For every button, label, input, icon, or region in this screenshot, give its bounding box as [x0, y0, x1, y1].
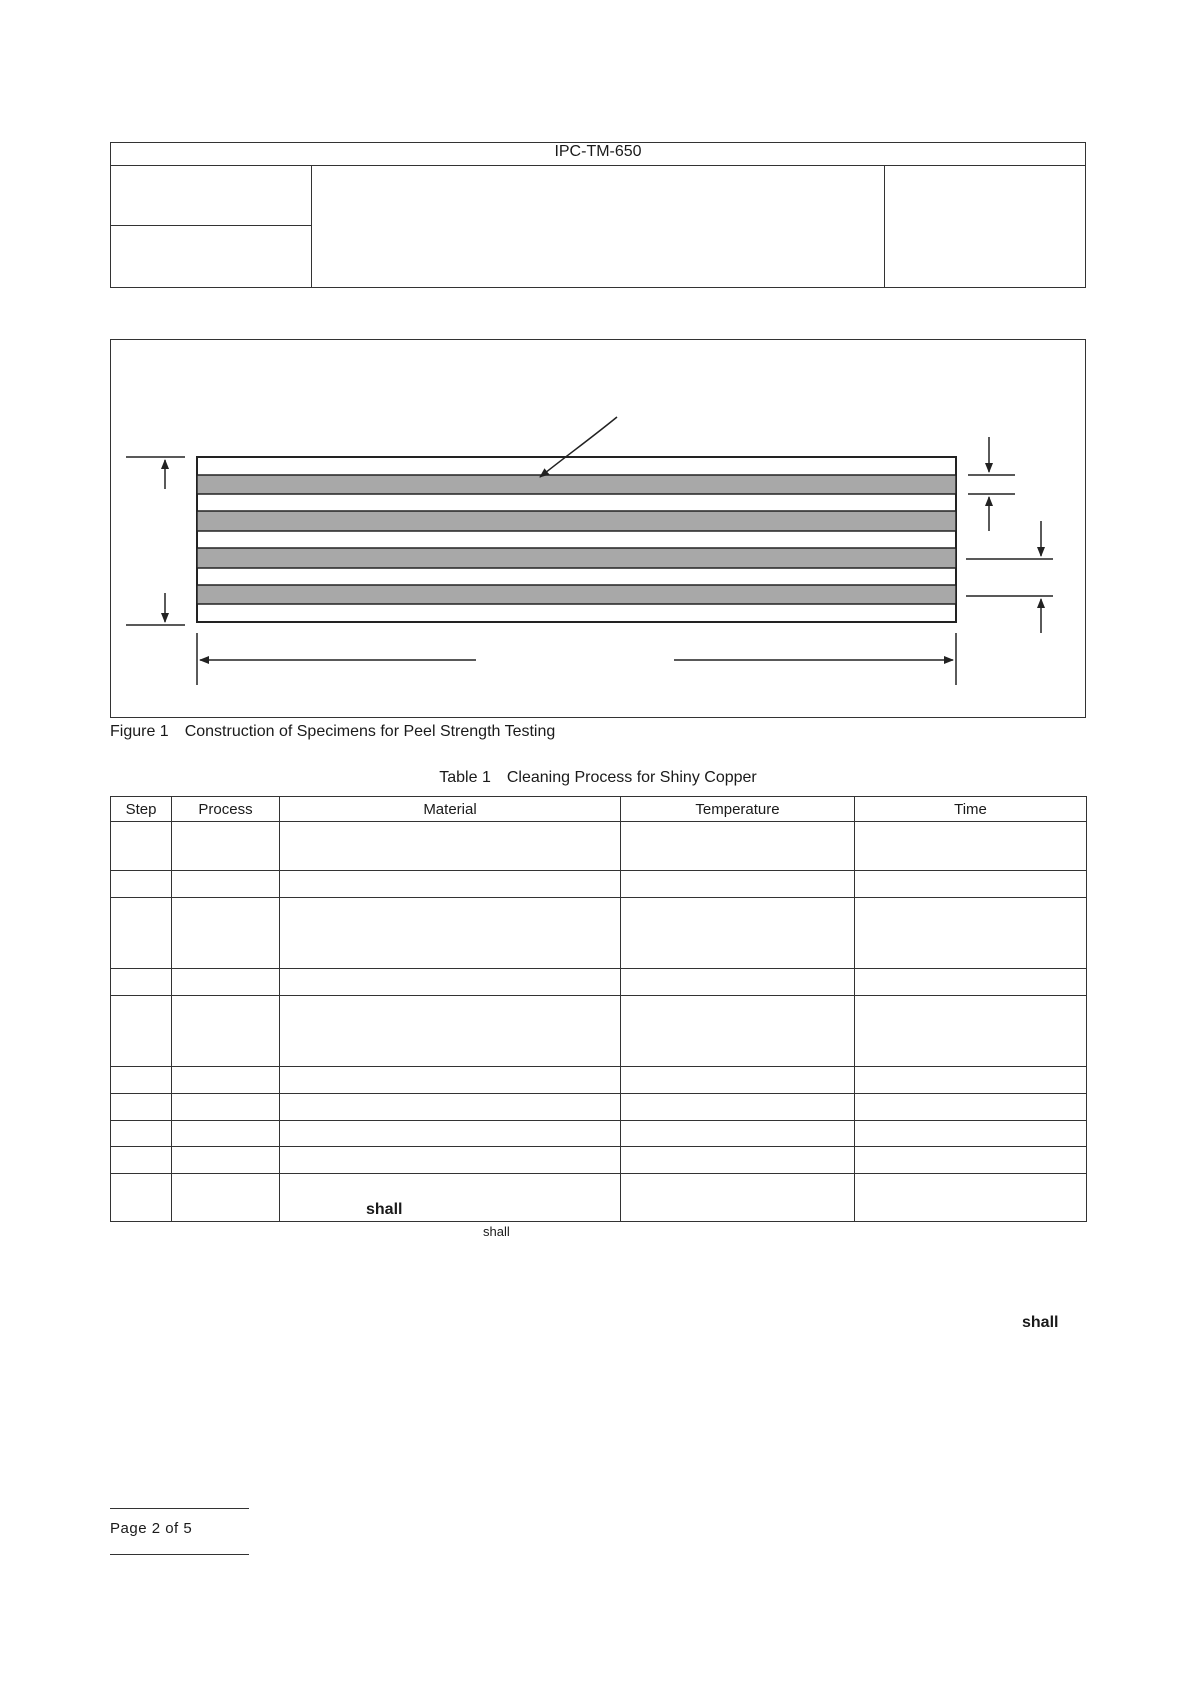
table-cell: shall	[280, 1174, 621, 1222]
column-header-process: Process	[172, 797, 280, 822]
table-cell	[111, 871, 172, 898]
table-cell	[855, 969, 1087, 996]
copper-layer-4	[197, 585, 956, 604]
table-row	[111, 969, 1087, 996]
table-row	[111, 996, 1087, 1067]
table-cell	[621, 822, 855, 871]
table-cell	[111, 969, 172, 996]
table-cell	[855, 1147, 1087, 1174]
table-cell	[111, 996, 172, 1067]
copper-layer-1	[197, 475, 956, 494]
table-cell	[280, 1067, 621, 1094]
table-cell	[855, 996, 1087, 1067]
table-cell	[172, 822, 280, 871]
header-col-divider-right	[884, 165, 885, 288]
table-cell	[621, 1174, 855, 1222]
column-header-material: Material	[280, 797, 621, 822]
table-cell	[111, 1121, 172, 1147]
table-cell	[111, 1174, 172, 1222]
table-cell	[855, 1121, 1087, 1147]
table-cell	[172, 1174, 280, 1222]
table-cell	[172, 1067, 280, 1094]
table-cell	[621, 871, 855, 898]
table-title: Cleaning Process for Shiny Copper	[506, 769, 757, 786]
copper-layer-3	[197, 548, 956, 568]
table-cell	[621, 1094, 855, 1121]
table-row	[111, 1094, 1087, 1121]
table-cell	[280, 822, 621, 871]
table-row	[111, 1147, 1087, 1174]
table-row	[111, 822, 1087, 871]
table-cell	[172, 898, 280, 969]
column-header-time: Time	[855, 797, 1087, 822]
table-row	[111, 898, 1087, 969]
cleaning-process-table	[110, 796, 1087, 1222]
table-cell	[280, 1094, 621, 1121]
header-frame	[110, 142, 1086, 288]
table-cell	[111, 822, 172, 871]
figure-label: Figure 1	[110, 723, 169, 740]
table-cell	[111, 1147, 172, 1174]
table-cell	[621, 969, 855, 996]
footer-rule-top	[110, 1508, 249, 1509]
figure-caption-text: Construction of Specimens for Peel Strength Testing	[184, 723, 556, 740]
table-row	[111, 1174, 1087, 1222]
table-cell	[280, 996, 621, 1067]
table-cell	[855, 1094, 1087, 1121]
figure-caption	[110, 722, 555, 742]
table-cell	[855, 822, 1087, 871]
table-cell	[621, 898, 855, 969]
table-cell	[172, 969, 280, 996]
table-cell	[172, 1121, 280, 1147]
table-cell	[111, 1067, 172, 1094]
table-cell	[621, 996, 855, 1067]
table-cell	[855, 1174, 1087, 1222]
table-cell	[280, 1121, 621, 1147]
table-caption	[110, 768, 1086, 788]
page-number: Page 2 of 5	[110, 1520, 193, 1537]
column-header-temperature: Temperature	[621, 797, 855, 822]
table-cell	[621, 1147, 855, 1174]
table-cell	[621, 1067, 855, 1094]
header-col-divider-left	[311, 165, 312, 288]
header-left-split	[110, 225, 311, 226]
table-cell	[172, 996, 280, 1067]
body-text-fragment: shall	[1022, 1314, 1059, 1331]
table-cell	[855, 898, 1087, 969]
table-cell	[280, 969, 621, 996]
table-cell	[280, 871, 621, 898]
specimen-diagram	[110, 339, 1086, 718]
header-divider	[110, 165, 1086, 166]
footer-rule-bottom	[110, 1554, 249, 1555]
table-cell	[280, 898, 621, 969]
table-label: Table 1	[439, 769, 491, 786]
table-cell	[621, 1121, 855, 1147]
column-header-step: Step	[111, 797, 172, 822]
table-row	[111, 1067, 1087, 1094]
table-cell	[111, 898, 172, 969]
table-header-row	[111, 797, 1087, 822]
table-cell	[855, 1067, 1087, 1094]
table-cell	[855, 871, 1087, 898]
table-footnote-text: shall	[483, 1224, 510, 1239]
table-row	[111, 1121, 1087, 1147]
copper-layer-2	[197, 511, 956, 531]
document-number: IPC-TM-650	[554, 143, 642, 160]
table-row	[111, 871, 1087, 898]
table-cell	[172, 871, 280, 898]
table-cell	[280, 1147, 621, 1174]
table-cell	[172, 1094, 280, 1121]
table-cell	[111, 1094, 172, 1121]
table-cell	[172, 1147, 280, 1174]
